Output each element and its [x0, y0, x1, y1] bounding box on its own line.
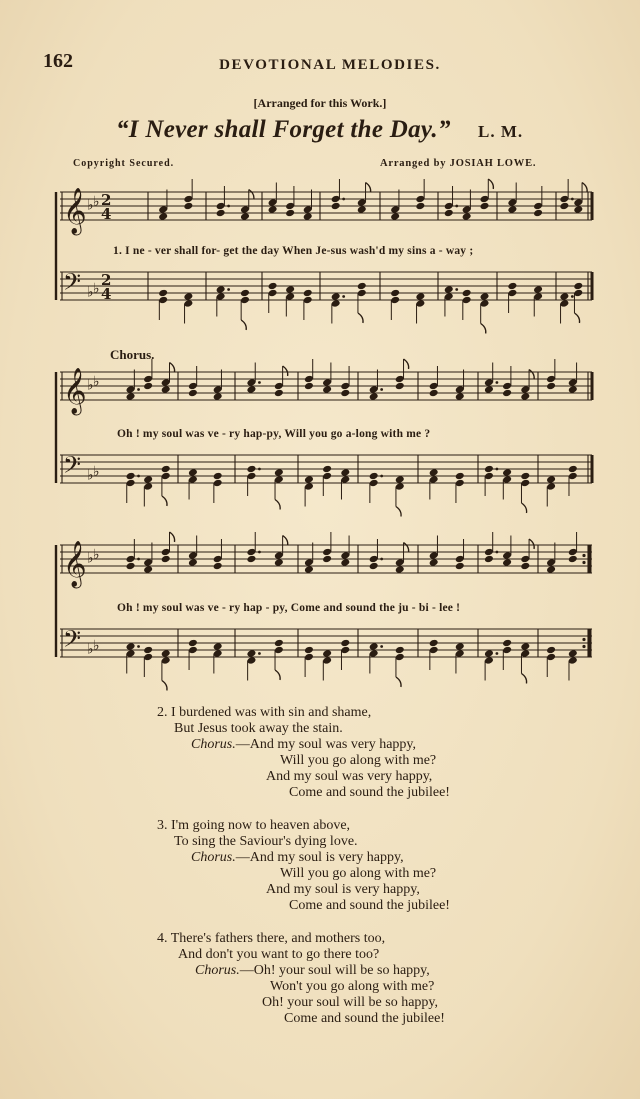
note-flag: [396, 507, 401, 517]
running-head: DEVOTIONAL MELODIES.: [219, 57, 441, 73]
note-flag: [358, 313, 363, 323]
repeat-dot: [582, 638, 585, 641]
note-head: [395, 475, 405, 484]
note-head: [183, 202, 193, 211]
note-head: [188, 558, 198, 567]
note-head: [246, 465, 256, 474]
note-flag: [162, 496, 167, 506]
note-head: [444, 285, 454, 294]
note-head: [246, 555, 256, 564]
dot: [380, 645, 383, 648]
note-head: [240, 289, 250, 298]
note-flag: [275, 670, 280, 680]
note-head: [303, 289, 313, 298]
note-head: [484, 649, 494, 658]
note-head: [143, 475, 153, 484]
dot: [571, 295, 574, 298]
note-head: [484, 465, 494, 474]
note-head: [520, 392, 530, 401]
repeat-dot: [582, 554, 585, 557]
note-head: [213, 392, 223, 401]
stanza-chorus-line: And my soul is very happy,: [266, 882, 420, 897]
note-head: [455, 392, 465, 401]
note-flag: [529, 539, 534, 549]
note-head: [183, 292, 193, 301]
note-head: [274, 639, 284, 648]
note-head: [213, 562, 223, 571]
stanza-chorus-line: Come and sound the jubilee!: [289, 785, 450, 800]
dot: [496, 468, 499, 471]
note-flag: [396, 677, 401, 687]
note-head: [533, 285, 543, 294]
dot: [342, 295, 345, 298]
note-head: [520, 562, 530, 571]
note-head: [429, 389, 439, 398]
dot: [496, 381, 499, 384]
flat-icon: ♭: [87, 467, 94, 484]
note-head: [559, 292, 569, 301]
dot: [137, 645, 140, 648]
stanza-chorus-line: —And my soul was very happy,: [235, 737, 417, 752]
note-head: [158, 212, 168, 221]
flat-icon: ♭: [93, 547, 100, 563]
chorus-tag: Chorus.: [191, 850, 236, 865]
flat-icon: ♭: [87, 550, 94, 567]
note-head: [462, 289, 472, 298]
dot: [455, 288, 458, 291]
note-head: [340, 468, 350, 477]
flat-icon: ♭: [87, 377, 94, 394]
note-head: [484, 555, 494, 564]
dot: [227, 205, 230, 208]
dot: [227, 288, 230, 291]
stanza-chorus-line: —Oh! your soul will be so happy,: [239, 963, 430, 978]
stanza-line: I burdened was with sin and shame,: [171, 705, 372, 720]
note-head: [322, 649, 332, 658]
note-head: [303, 212, 313, 221]
note-head: [126, 642, 136, 651]
note-head: [507, 205, 517, 214]
dot: [137, 558, 140, 561]
time-signature-bottom: 4: [101, 285, 112, 303]
stanza-chorus-line: Won't you go along with me?: [270, 979, 435, 994]
flat-icon: ♭: [93, 374, 100, 390]
note-head: [143, 382, 153, 391]
note-head: [213, 472, 223, 481]
dot: [258, 468, 261, 471]
note-head: [429, 639, 439, 648]
arranger-credit: Arranged by JOSIAH LOWE.: [380, 158, 537, 169]
note-flag: [404, 359, 409, 369]
note-head: [285, 285, 295, 294]
lyric-line-2: Oh ! my soul was ve - ry hap-py, Will you go a-long with me ?: [117, 428, 431, 440]
stanza-number: 2.: [157, 705, 168, 720]
note-head: [369, 642, 379, 651]
hymn-title: “I Never shall Forget the Day.”: [116, 116, 451, 143]
note-flag: [249, 190, 254, 200]
flat-icon: ♭: [93, 194, 100, 210]
note-head: [455, 562, 465, 571]
copyright-notice: Copyright Secured.: [73, 158, 175, 169]
note-head: [161, 555, 171, 564]
note-head: [304, 475, 314, 484]
dot: [342, 198, 345, 201]
dot: [380, 388, 383, 391]
stanza-chorus-line: Come and sound the jubilee!: [289, 898, 450, 913]
note-head: [369, 472, 379, 481]
note-head: [480, 292, 490, 301]
note-head: [274, 468, 284, 477]
stanza-4: [0, 931, 640, 1031]
note-head: [455, 642, 465, 651]
note-head: [322, 555, 332, 564]
note-head: [161, 385, 171, 394]
stanza-line: And don't you want to go there too?: [178, 947, 380, 962]
page-number: 162: [43, 50, 73, 72]
note-head: [390, 212, 400, 221]
note-flag: [169, 363, 174, 373]
note-head: [502, 468, 512, 477]
note-head: [444, 209, 454, 218]
note-head: [415, 292, 425, 301]
time-signature-top: 2: [101, 271, 112, 289]
hymn-meter: L. M.: [478, 122, 524, 141]
dot: [455, 205, 458, 208]
note-head: [429, 558, 439, 567]
arranged-note: [Arranged for this Work.]: [253, 96, 387, 110]
note-flag: [366, 183, 371, 193]
note-head: [573, 282, 583, 291]
bass-clef-icon: 𝄢: [63, 451, 82, 484]
note-flag: [283, 536, 288, 546]
note-head: [546, 646, 556, 655]
note-head: [369, 392, 379, 401]
note-head: [520, 472, 530, 481]
note-head: [143, 565, 153, 574]
dot: [496, 652, 499, 655]
stanza-line: But Jesus took away the stain.: [174, 721, 343, 736]
chorus-tag: Chorus.: [191, 737, 236, 752]
note-flag: [529, 370, 534, 380]
note-head: [216, 209, 226, 218]
chorus-tag: Chorus.: [195, 963, 240, 978]
note-head: [395, 646, 405, 655]
dot: [258, 652, 261, 655]
note-head: [246, 385, 256, 394]
note-flag: [574, 313, 579, 323]
note-head: [502, 389, 512, 398]
note-head: [390, 289, 400, 298]
note-flag: [283, 366, 288, 376]
lyric-line-3: Oh ! my soul was ve - ry hap - py, Come and sound the ju - bi - lee !: [117, 602, 461, 614]
lyric-line-1: 1. I ne - ver shall for- get the day When Je-sus wash'd my sins a - way ;: [113, 245, 474, 257]
note-head: [369, 562, 379, 571]
note-head: [568, 555, 578, 564]
stanza-number: 4.: [157, 931, 168, 946]
note-head: [533, 209, 543, 218]
treble-clef-icon: 𝄞: [63, 368, 87, 414]
note-flag: [488, 179, 493, 189]
note-head: [429, 468, 439, 477]
note-flag: [521, 674, 526, 684]
note-head: [161, 465, 171, 474]
stanza-2: [0, 705, 640, 805]
dot: [258, 551, 261, 554]
flat-icon: ♭: [93, 281, 100, 297]
flat-icon: ♭: [87, 641, 94, 658]
note-head: [546, 382, 556, 391]
flat-icon: ♭: [87, 197, 94, 214]
note-head: [304, 646, 314, 655]
note-head: [246, 649, 256, 658]
stanza-line: To sing the Saviour's dying love.: [174, 834, 358, 849]
note-flag: [241, 320, 246, 330]
note-head: [507, 282, 517, 291]
note-head: [304, 565, 314, 574]
note-head: [188, 389, 198, 398]
stanza-line: I'm going now to heaven above,: [171, 818, 351, 833]
repeat-dot: [582, 645, 585, 648]
note-flag: [169, 532, 174, 542]
flat-icon: ♭: [87, 284, 94, 301]
note-flag: [521, 503, 526, 513]
note-head: [546, 475, 556, 484]
note-head: [502, 639, 512, 648]
dot: [571, 198, 574, 201]
note-head: [357, 282, 367, 291]
note-head: [331, 292, 341, 301]
stanza-line: There's fathers there, and mothers too,: [170, 931, 386, 946]
note-head: [126, 562, 136, 571]
note-flag: [582, 183, 587, 193]
note-head: [395, 382, 405, 391]
stanza-3: [0, 818, 640, 918]
note-head: [268, 282, 278, 291]
dot: [137, 475, 140, 478]
chorus-label: Chorus.: [110, 347, 155, 362]
note-flag: [481, 324, 486, 334]
stanza-chorus-line: And my soul was very happy,: [266, 769, 433, 784]
time-signature-bottom: 4: [101, 205, 112, 223]
note-head: [340, 558, 350, 567]
note-head: [143, 646, 153, 655]
note-head: [213, 642, 223, 651]
note-head: [520, 642, 530, 651]
note-head: [340, 389, 350, 398]
dot: [496, 551, 499, 554]
note-head: [395, 565, 405, 574]
time-signature-top: 2: [101, 191, 112, 209]
flat-icon: ♭: [93, 638, 100, 654]
note-head: [188, 468, 198, 477]
note-head: [126, 392, 136, 401]
stanza-chorus-line: Will you go along with me?: [280, 866, 437, 881]
stanza-chorus-line: Will you go along with me?: [280, 753, 437, 768]
note-head: [559, 202, 569, 211]
dot: [258, 381, 261, 384]
note-head: [546, 565, 556, 574]
note-head: [340, 639, 350, 648]
dot: [380, 475, 383, 478]
flat-icon: ♭: [93, 464, 100, 480]
note-head: [158, 289, 168, 298]
note-head: [322, 465, 332, 474]
note-head: [484, 385, 494, 394]
dot: [137, 388, 140, 391]
note-head: [285, 209, 295, 218]
note-head: [161, 649, 171, 658]
note-head: [415, 202, 425, 211]
note-head: [304, 382, 314, 391]
note-head: [322, 385, 332, 394]
note-head: [568, 649, 578, 658]
treble-clef-icon: 𝄞: [63, 188, 87, 234]
note-head: [568, 465, 578, 474]
note-head: [331, 202, 341, 211]
note-head: [462, 212, 472, 221]
repeat-dot: [582, 561, 585, 564]
note-head: [274, 558, 284, 567]
note-head: [568, 385, 578, 394]
note-head: [274, 389, 284, 398]
dot: [380, 558, 383, 561]
note-head: [455, 472, 465, 481]
note-head: [268, 205, 278, 214]
stanza-chorus-line: Oh! your soul will be so happy,: [262, 995, 439, 1010]
note-head: [357, 205, 367, 214]
note-flag: [275, 500, 280, 510]
bass-clef-icon: 𝄢: [63, 625, 82, 658]
note-flag: [162, 681, 167, 691]
bass-clef-icon: 𝄢: [63, 268, 82, 301]
note-head: [216, 285, 226, 294]
note-flag: [404, 543, 409, 553]
note-head: [573, 205, 583, 214]
stanza-chorus-line: —And my soul is very happy,: [235, 850, 404, 865]
note-head: [502, 558, 512, 567]
note-head: [126, 472, 136, 481]
note-head: [480, 202, 490, 211]
stanza-number: 3.: [157, 818, 168, 833]
note-head: [240, 212, 250, 221]
stanza-chorus-line: Come and sound the jubilee!: [284, 1011, 445, 1026]
treble-clef-icon: 𝄞: [63, 541, 87, 587]
note-head: [188, 639, 198, 648]
